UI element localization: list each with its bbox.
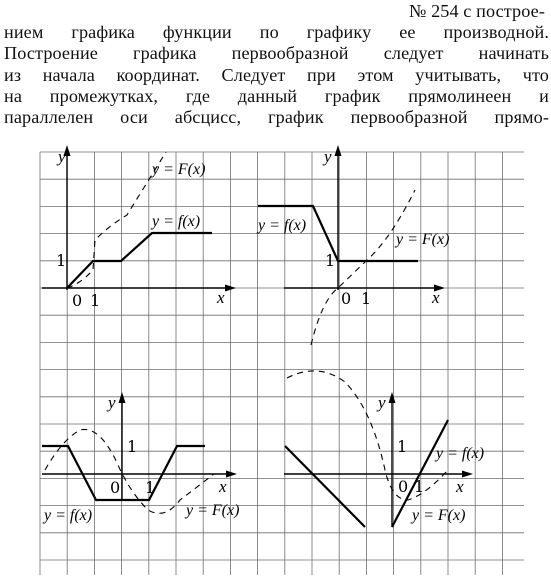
- one-label-1y: 1: [56, 251, 67, 270]
- F-label-3: y = F(x): [186, 502, 240, 519]
- zero-label-2: 0: [341, 289, 352, 308]
- y-axis-3-arrow: [119, 392, 126, 403]
- F-label-2: y = F(x): [396, 231, 450, 248]
- text-line-2: нием графика функции по графику ее производной.: [4, 22, 549, 43]
- panel-3: [42, 392, 239, 524]
- one-label-1x: 1: [90, 291, 101, 310]
- x-label-3: x: [219, 477, 227, 496]
- zero-label-1: 0: [72, 291, 83, 310]
- F-label-4: y = F(x): [412, 507, 466, 524]
- x-axis-3-arrow: [226, 471, 237, 478]
- text-line-5: на промежутках, где данный график прямолинеен и: [4, 85, 549, 106]
- text-line-4: из начала координат. Следует при этом учитывать, что: [4, 64, 549, 85]
- panel-4: [284, 371, 484, 527]
- f-graph-3: [42, 446, 205, 500]
- one-label-4y: 1: [397, 437, 408, 456]
- f-graph-4-left: [285, 446, 365, 527]
- f-label-1: y = f(x): [152, 213, 201, 230]
- text-line-1: № 254 с построе-: [408, 1, 545, 21]
- problem-text: [4, 1, 549, 128]
- x-label-4: x: [456, 477, 464, 496]
- zero-label-4: 0: [398, 477, 409, 496]
- F-label-1: y = F(x): [152, 161, 206, 178]
- one-label-3y: 1: [127, 437, 138, 456]
- f-label-2: y = f(x): [258, 217, 307, 234]
- f-label-3: y = f(x): [44, 507, 93, 524]
- text-line-6: параллелен оси абсцисс, график первообразной прямо-: [4, 107, 549, 128]
- one-label-2y: 1: [325, 251, 336, 270]
- one-label-2x: 1: [361, 289, 372, 308]
- y-axis-2-arrow: [335, 145, 342, 156]
- y-label-2: y: [324, 147, 332, 166]
- x-label-2: x: [432, 288, 440, 307]
- y-label-1: y: [58, 147, 66, 166]
- zero-label-3: 0: [110, 478, 121, 497]
- text-line-3: Построение графика первообразной следует начинать: [4, 43, 549, 64]
- x-axis-4-arrow: [462, 471, 473, 478]
- one-label-4x: 1: [414, 477, 425, 496]
- panel-1: [42, 145, 236, 310]
- y-label-4: y: [378, 393, 386, 412]
- y-axis-4-arrow: [389, 392, 396, 403]
- f-label-4: y = f(x): [436, 445, 485, 462]
- one-label-3x: 1: [145, 478, 156, 497]
- graphs-figure: [0, 140, 551, 583]
- x-label-1: x: [217, 288, 225, 307]
- y-label-3: y: [108, 393, 116, 412]
